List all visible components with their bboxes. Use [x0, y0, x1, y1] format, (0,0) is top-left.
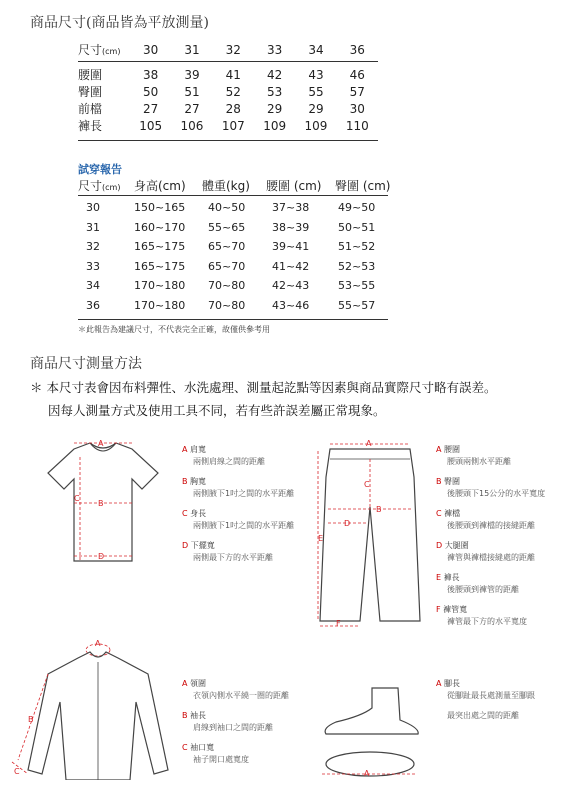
- diagram-label: A: [364, 769, 370, 778]
- fit-cell: 53~55: [338, 279, 376, 292]
- fit-cell: 42~43: [272, 279, 310, 292]
- diagram-label: D: [344, 519, 351, 528]
- diagram-label: C: [74, 494, 80, 503]
- legend-shirt: [182, 678, 312, 774]
- fit-divider: [78, 319, 388, 320]
- diagram-label: B: [376, 505, 382, 514]
- fit-cell: 170~180: [134, 298, 186, 312]
- fit-cell: 55~57: [338, 298, 376, 312]
- size-col: 32: [225, 42, 241, 57]
- legend-pants: [436, 444, 570, 636]
- tshirt-diagram: [38, 437, 168, 569]
- fit-header-hip: 臀圍 (cm): [335, 179, 391, 193]
- legend-item: D 大腿圍 褲管與褲檔接縫處的距離: [436, 541, 535, 562]
- size-divider: [78, 140, 378, 141]
- legend-item: C 袖口寬 袖子開口處寬度: [182, 743, 249, 764]
- fit-cell: 55~65: [208, 220, 246, 234]
- legend-item: C 褲檔 後腰頭到褲檔的接縫距離: [436, 509, 535, 530]
- legend-item: B 胸寬 兩側腋下1吋之間的水平距離: [182, 477, 295, 498]
- legend-foot: [436, 678, 570, 730]
- table-row: 褲長 105 106 107 109 109 110: [78, 118, 369, 133]
- fit-cell: 39~41: [272, 240, 310, 253]
- fit-cell: 70~80: [208, 298, 246, 312]
- foot-diagram: [312, 680, 424, 790]
- diagram-label: F: [336, 619, 341, 627]
- fit-cell: 65~70: [208, 259, 246, 273]
- size-col: 33: [267, 42, 283, 57]
- method-line1: ＊ 本尺寸表會因布料彈性、水洗處理、測量起訖點等因素與商品實際尺寸略有誤差。: [30, 380, 497, 395]
- diagram-label: C: [14, 767, 20, 776]
- fit-cell: 50~51: [338, 220, 376, 234]
- table-row: 臀圍 50 51 52 53 55 57: [78, 84, 365, 99]
- diagram-label: B: [98, 499, 104, 508]
- legend-item: 最突出處之間的距離: [447, 711, 519, 720]
- size-divider: [78, 61, 378, 62]
- fit-cell: 33: [86, 259, 100, 273]
- diagram-label: A: [98, 439, 104, 448]
- fit-cell: 65~70: [208, 240, 246, 253]
- legend-item: C 身長 兩側腋下1吋之間的水平距離: [182, 509, 295, 530]
- size-title: 商品尺寸(商品皆為平放測量): [30, 15, 209, 31]
- size-header-cell: 尺寸(cm): [78, 43, 121, 57]
- fit-cell: 37~38: [272, 201, 310, 214]
- fit-header-weight: 體重(kg): [202, 179, 250, 193]
- fit-cell: 170~180: [134, 279, 186, 292]
- size-col: 34: [308, 42, 324, 57]
- fit-cell: 40~50: [208, 201, 246, 214]
- diagram-label: B: [28, 715, 34, 724]
- legend-item: A 腰圍 腰頭兩側水平距離: [436, 445, 511, 466]
- size-col: 36: [349, 42, 365, 57]
- fit-cell: 30: [86, 201, 100, 214]
- fit-report-title: 試穿報告: [78, 163, 122, 176]
- diagram-label: A: [95, 640, 101, 648]
- fit-cell: 51~52: [338, 240, 376, 253]
- fit-note: ＊此報告為建議尺寸，不代表完全正確，故僅供參考用: [78, 325, 270, 334]
- table-row: 前檔 27 27 28 29 29 30: [78, 101, 365, 116]
- method-line2: 因每人測量方式及使用工具不同，若有些許誤差屬正常現象。: [48, 403, 386, 418]
- fit-cell: 160~170: [134, 220, 186, 234]
- diagram-label: D: [98, 552, 105, 561]
- diagram-label: E: [318, 534, 324, 543]
- method-title: 商品尺寸測量方法: [30, 356, 142, 372]
- fit-cell: 150~165: [134, 201, 186, 214]
- fit-header-size: 尺寸(cm): [78, 179, 121, 193]
- size-col: 31: [184, 42, 200, 57]
- fit-cell: 38~39: [272, 220, 310, 234]
- legend-item: F 褲管寬 褲管最下方的水平寬度: [436, 605, 527, 626]
- legend-item: D 下擺寬 兩側最下方的水平距離: [182, 541, 273, 562]
- fit-cell: 165~175: [134, 240, 186, 253]
- legend-item: A 腳長 從腳趾最長處測量至腳跟: [436, 679, 535, 700]
- fit-cell: 52~53: [338, 259, 376, 273]
- table-row: 腰圍 38 39 41 42 43 46: [78, 67, 365, 82]
- fit-cell: 31: [86, 220, 100, 234]
- size-col: 30: [143, 42, 159, 57]
- fit-cell: 41~42: [272, 259, 310, 273]
- fit-header-waist: 腰圍 (cm): [266, 179, 322, 193]
- fit-cell: 32: [86, 240, 100, 253]
- fit-header-height: 身高(cm): [134, 179, 186, 193]
- diagram-label: C: [364, 480, 370, 489]
- legend-item: E 褲長 後腰頭到褲管的距離: [436, 573, 519, 594]
- legend-item: A 領圍 衣領內側水平繞一圈的距離: [182, 679, 289, 700]
- size-table-body: [78, 66, 378, 134]
- shirt-diagram: [8, 640, 173, 780]
- legend-item: B 臀圍 後腰頭下15公分的水平寬度: [436, 477, 546, 498]
- fit-cell: 34: [86, 279, 100, 292]
- pants-diagram: [310, 437, 428, 627]
- fit-cell: 43~46: [272, 298, 310, 312]
- fit-cell: 36: [86, 298, 100, 312]
- fit-cell: 49~50: [338, 201, 376, 214]
- legend-item: B 袖長 肩線到袖口之間的距離: [182, 711, 273, 732]
- diagram-label: A: [366, 439, 372, 448]
- legend-item: A 肩寬 兩側肩線之間的距離: [182, 445, 265, 466]
- size-table: [78, 41, 378, 58]
- fit-cell: 165~175: [134, 259, 186, 273]
- legend-tshirt: [182, 444, 312, 572]
- fit-cell: 70~80: [208, 279, 246, 292]
- fit-divider: [78, 195, 388, 196]
